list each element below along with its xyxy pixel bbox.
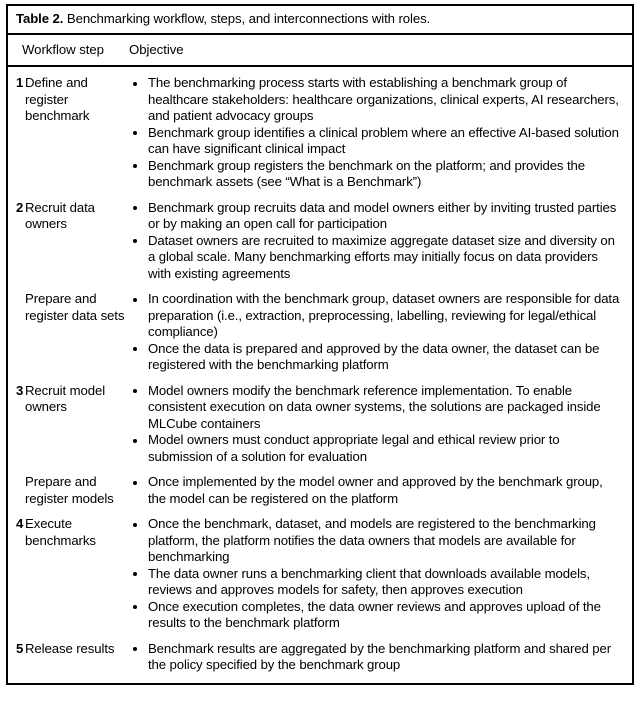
list-item-text: Once the data is prepared and approved by the data owner, the dataset can be registered with the benchmarking platform bbox=[148, 340, 600, 372]
list-item-text: Benchmark group identifies a clinical problem where an effective AI-based solution can have significant clinical impact bbox=[148, 124, 619, 156]
table-row bbox=[8, 516, 632, 641]
row-workflow-step: Define and register benchmark bbox=[25, 75, 90, 123]
bullet-icon bbox=[133, 206, 137, 210]
table-row bbox=[8, 200, 632, 292]
list-item-text: The benchmarking process starts with establishing a benchmark group of healthcare stakeholders: healthcare organizations, clinical experts, AI researchers, and patient advocacy groups bbox=[148, 75, 619, 123]
list-item bbox=[132, 432, 622, 465]
table-row bbox=[8, 291, 632, 383]
list-item bbox=[132, 291, 622, 341]
list-item-text: Once execution completes, the data owner reviews and approves upload of the results to the benchmark platform bbox=[148, 598, 601, 630]
list-item-text: Once implemented by the model owner and approved by the benchmark group, the model can be registered on the platform bbox=[148, 474, 603, 506]
bullet-icon bbox=[133, 439, 137, 443]
bullet-icon bbox=[133, 239, 137, 243]
list-item-text: Benchmark group registers the benchmark on the platform; and provides the benchmark assets (see “What is a Benchmark”) bbox=[148, 157, 585, 189]
bullet-icon bbox=[133, 389, 137, 393]
row-objective bbox=[132, 291, 632, 374]
row-workflow-step: Prepare and register models bbox=[25, 474, 114, 506]
table-row bbox=[8, 474, 632, 516]
list-item bbox=[132, 125, 622, 158]
row-workflow-step: Recruit data owners bbox=[25, 199, 95, 231]
list-item bbox=[132, 474, 622, 507]
table-header-row bbox=[8, 35, 632, 67]
objective-bullet-list bbox=[132, 383, 622, 466]
table-caption-label: Table 2. bbox=[16, 11, 64, 26]
list-item-text: Benchmark results are aggregated by the benchmarking platform and shared per the policy specified by the benchmark group bbox=[148, 640, 611, 672]
table-caption-text: Benchmarking workflow, steps, and interconnections with roles. bbox=[63, 11, 431, 26]
row-objective bbox=[132, 383, 632, 466]
bullet-icon bbox=[133, 572, 137, 576]
list-item bbox=[132, 75, 622, 125]
list-item-text: Benchmark group recruits data and model owners either by inviting trusted parties or by making an open call for participation bbox=[148, 199, 617, 231]
row-objective bbox=[132, 75, 632, 191]
list-item bbox=[132, 233, 622, 283]
objective-bullet-list bbox=[132, 516, 622, 632]
column-header-number bbox=[8, 41, 22, 58]
list-item-text: The data owner runs a benchmarking client that downloads available models, reviews and approves models for safety, then approves execution bbox=[148, 565, 590, 597]
benchmarking-workflow-table bbox=[6, 4, 634, 685]
objective-bullet-list bbox=[132, 291, 622, 374]
bullet-icon bbox=[133, 647, 137, 651]
row-number: 1 bbox=[16, 75, 24, 90]
list-item bbox=[132, 200, 622, 233]
list-item-text: Model owners must conduct appropriate legal and ethical review prior to submission of a solution for evaluation bbox=[148, 432, 560, 464]
list-item-text: In coordination with the benchmark group, dataset owners are responsible for data preparation (i.e., extraction, preprocessing, labelling, reviewing for legal/ethical compliance) bbox=[148, 291, 620, 339]
bullet-icon bbox=[133, 347, 137, 351]
row-objective bbox=[132, 200, 632, 283]
column-header-workflow-step: Workflow step bbox=[22, 42, 104, 57]
table-caption bbox=[16, 11, 632, 27]
bullet-icon bbox=[133, 164, 137, 168]
objective-bullet-list bbox=[132, 75, 622, 191]
table-caption-row bbox=[8, 6, 632, 35]
row-workflow-step: Execute benchmarks bbox=[25, 516, 96, 548]
objective-bullet-list bbox=[132, 200, 622, 283]
table-row bbox=[8, 75, 632, 200]
row-number: 4 bbox=[16, 516, 24, 531]
list-item bbox=[132, 599, 622, 632]
table-row bbox=[8, 383, 632, 475]
row-number: 5 bbox=[16, 640, 24, 656]
bullet-icon bbox=[133, 298, 137, 302]
list-item bbox=[132, 641, 622, 674]
row-workflow-step: Release results bbox=[25, 640, 115, 656]
column-header-objective: Objective bbox=[129, 42, 184, 57]
table-row bbox=[8, 641, 632, 676]
objective-bullet-list bbox=[132, 641, 622, 674]
row-objective bbox=[132, 474, 632, 507]
bullet-icon bbox=[133, 131, 137, 135]
list-item bbox=[132, 566, 622, 599]
bullet-icon bbox=[133, 82, 137, 86]
list-item-text: Dataset owners are recruited to maximize aggregate dataset size and diversity on a global scale. Many benchmarking efforts may initially focus on data providers with existing agreements bbox=[148, 232, 615, 281]
bullet-icon bbox=[133, 481, 137, 485]
list-item-text: Model owners modify the benchmark reference implementation. To enable consistent execution on data owner systems, the solutions are packaged inside MLCube containers bbox=[148, 382, 601, 431]
list-item bbox=[132, 383, 622, 433]
bullet-icon bbox=[133, 605, 137, 609]
row-number: 2 bbox=[16, 199, 24, 215]
list-item bbox=[132, 158, 622, 191]
bullet-icon bbox=[133, 523, 137, 527]
row-workflow-step: Recruit model owners bbox=[25, 382, 106, 414]
row-workflow-step: Prepare and register data sets bbox=[25, 291, 125, 323]
list-item bbox=[132, 341, 622, 374]
objective-bullet-list bbox=[132, 474, 622, 507]
row-objective bbox=[132, 641, 632, 674]
list-item bbox=[132, 516, 622, 566]
row-objective bbox=[132, 516, 632, 632]
row-number: 3 bbox=[16, 382, 24, 398]
list-item-text: Once the benchmark, dataset, and models are registered to the benchmarking platform, the platform notifies the data owners that models are available for benchmarking bbox=[148, 516, 596, 564]
table-body bbox=[8, 67, 632, 683]
